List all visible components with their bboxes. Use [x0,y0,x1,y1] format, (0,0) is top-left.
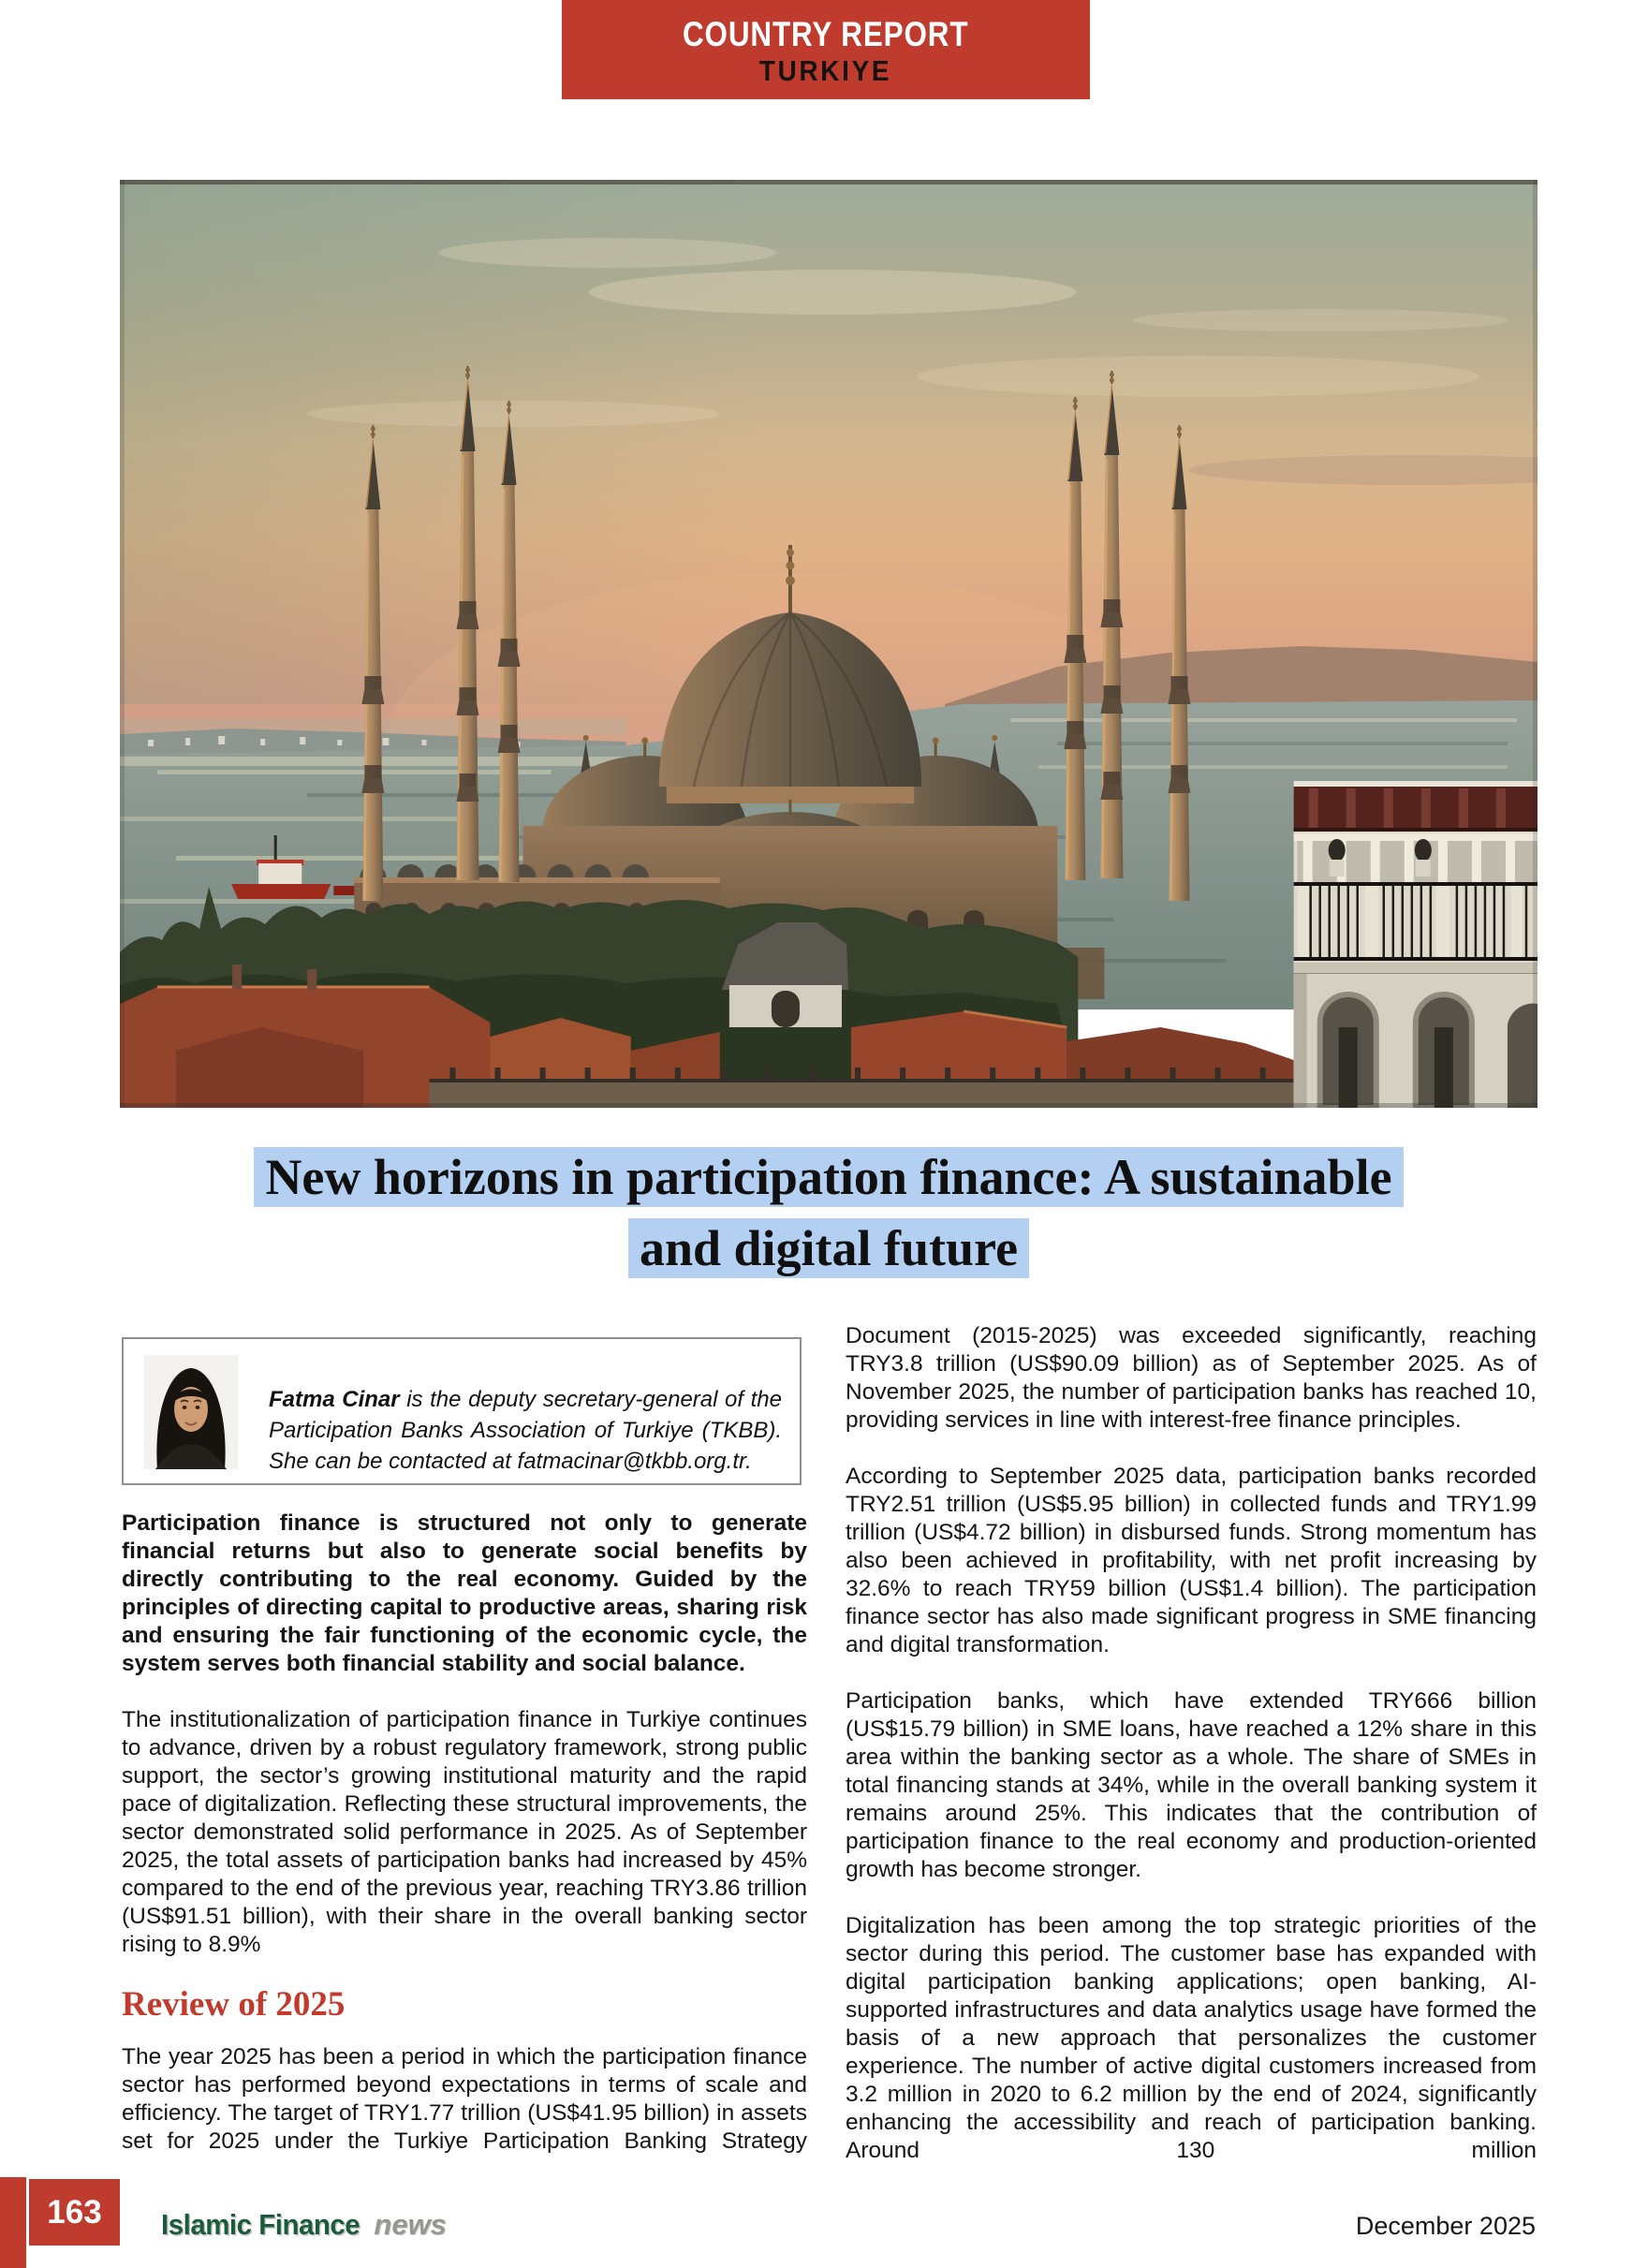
author-name: Fatma Cinar [269,1387,400,1412]
brand-logo-primary: Islamic Finance [161,2208,360,2241]
column-left [122,1510,807,2184]
country-report-banner [562,0,1090,99]
body-paragraph: The institutionalization of participation finance in Turkiye continues to advance, driven by a robust regulatory framework, strong public support, the sector’s growing institutional maturity and the rapid pace of digitalization. Reflecting these structural improvements, the sector demonstrated solid performance in 2025. As of September 2025, the total assets of participation banks had increased by 45% compared to the end of the previous year, reaching TRY3.86 trillion (US$91.51 billion), with their share in the overall banking sector rising to 8.9% [122,1707,807,1957]
brand-logo [161,2208,447,2242]
author-photo [144,1355,238,1469]
title-line-1: New horizons in participation finance: A sustainable [254,1147,1403,1207]
brand-logo-secondary: news [374,2208,447,2241]
body-paragraph: The year 2025 has been a period in which the participation finance sector has performed beyond expectations in terms of scale and efficiency. The target of TRY1.77 trillion (US$41.95 billion) in assets set for 2025 under the Turkiye Participation Banking Strategy [122,2044,807,2154]
section-heading-review: Review of 2025 [122,1985,346,2024]
mosque-illustration [120,180,1537,1108]
article-title [120,1141,1537,1284]
banner-kicker: COUNTRY REPORT [683,15,969,53]
page-number-badge: 163 [29,2179,120,2246]
banner-country: TURKIYE [759,54,892,87]
waterfront-building [1294,781,1537,1108]
author-bio-text: is the deputy secretary-general of the Participation Banks Association of Turkiye (TKBB). She can be contacted at fatmacinar@tkbb.org.tr. [269,1387,783,1474]
body-paragraph: According to September 2025 data, participation banks recorded TRY2.51 trillion (US$5.95 billion) in collected funds and TRY1.99 trillion (US$4.72 billion) in disbursed funds. Strong momentum has also been achieved in profitability, with net profit increasing by 32.6% to reach TRY59 billion (US$1.4 billion). The participation finance sector has also made significant progress in SME financing and digital transformation. [846,1464,1537,1657]
author-bio [269,1384,782,1477]
body-paragraph: Participation banks, which have extended TRY666 billion (US$15.79 billion) in SME loans, have reached a 12% share in this area within the banking sector as a whole. The share of SMEs in total financing stands at 34%, while in the overall banking system it remains around 25%. This indicates that the contribution of participation finance to the real economy and production-oriented growth has become stronger. [846,1688,1537,1882]
title-line-2: and digital future [628,1218,1029,1278]
author-box [122,1337,802,1485]
hero-photo [120,180,1537,1108]
body-paragraph: Document (2015-2025) was exceeded significantly, reaching TRY3.8 trillion (US$90.09 billion) as of September 2025. As of November 2025, the number of participation banks has reached 10, providing services in line with interest-free finance principles. [846,1323,1537,1433]
footer-left-strip [0,2177,26,2268]
column-right [846,1322,1537,2193]
intro-paragraph: Participation finance is structured not only to generate financial returns but also to generate social benefits by directly contributing to the real economy. Guided by the principles of directing capital to productive areas, sharing risk and ensuring the fair functioning of the economic cycle, the system serves both financial stability and social balance. [122,1510,807,1676]
body-paragraph: Digitalization has been among the top strategic priorities of the sector during this period. The customer base has expanded with digital participation banking applications; open banking, AI-supported infrastructures and data analytics usage have formed the basis of a new approach that personalizes the customer experience. The number of active digital customers increased from 3.2 million in 2020 to 6.2 million by the end of 2024, significantly enhancing the accessibility and reach of participation banking. Around 130 million [846,1913,1537,2163]
issue-date: December 2025 [1355,2212,1536,2240]
